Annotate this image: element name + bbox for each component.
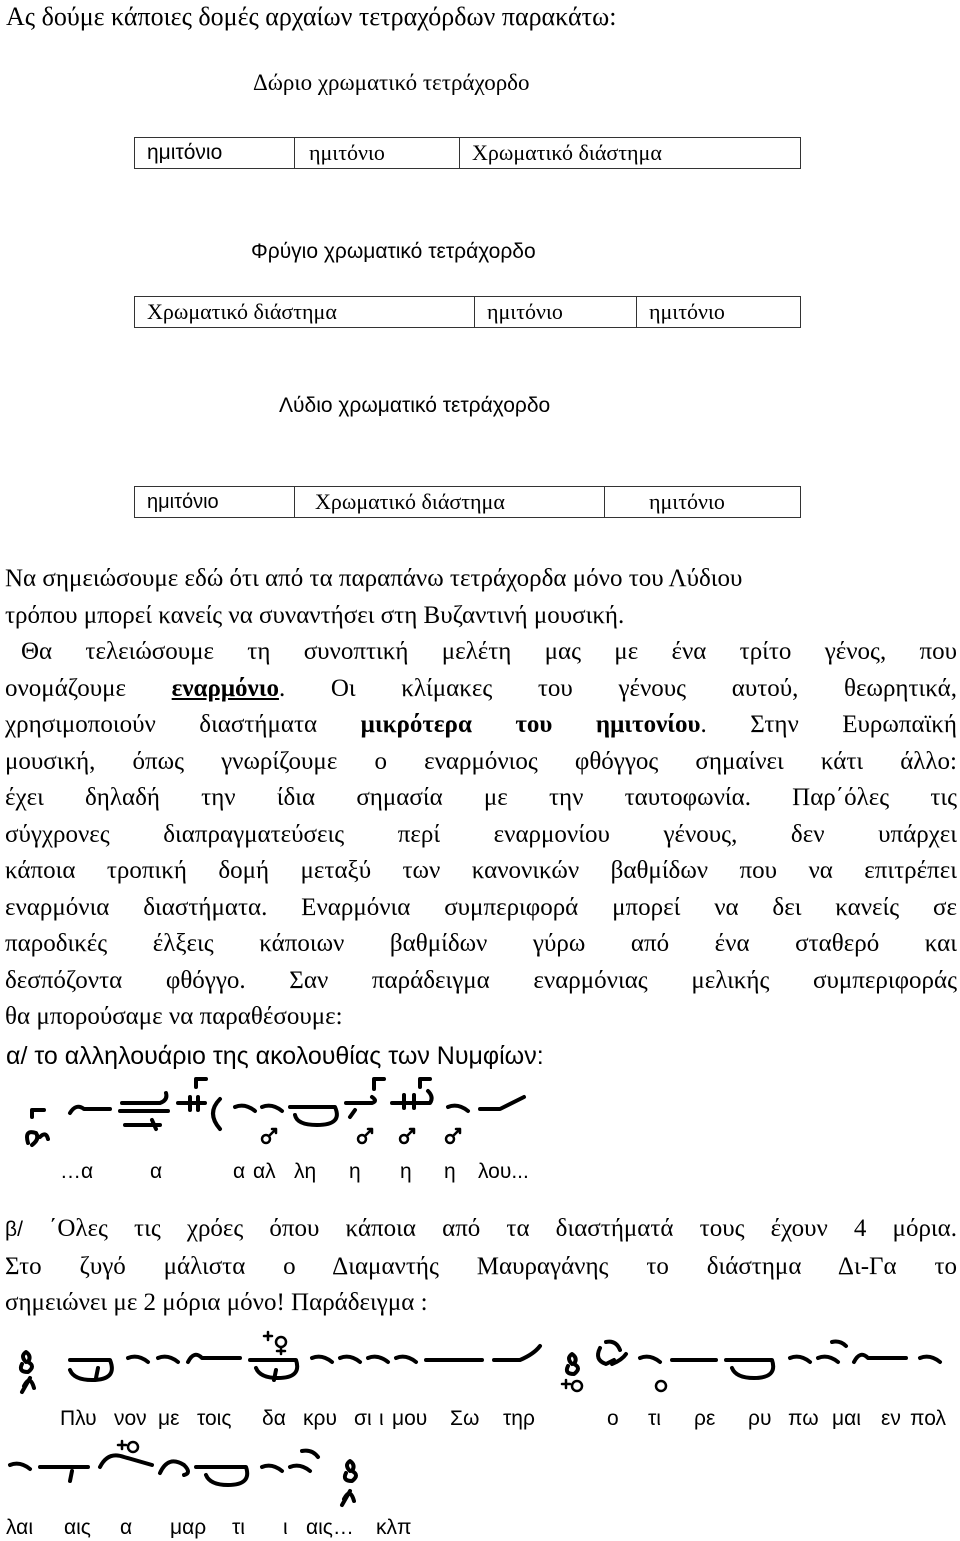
table-cell: ημιτόνιο: [295, 138, 460, 168]
syllable: αλ: [253, 1160, 276, 1183]
paragraph-line: παροδικές έλξεις κάποιων βαθμίδων γύρω από ένα σταθερό και: [5, 930, 957, 957]
paragraph-line: χρησιμοποιούν διαστήματα μικρότερα του ημιτονίου. Στην Ευρωπαϊκή: [5, 711, 957, 738]
table-cell: Χρωματικό διάστημα: [295, 487, 605, 517]
paragraph-line: σημειώνει με 2 μόρια μόνο! Παράδειγμα :: [5, 1289, 428, 1316]
paragraph-line: μουσική, όπως γνωρίζουμε ο εναρμόνιος φθόγγος σημαίνει κάτι άλλο:: [5, 747, 957, 775]
syllable: …α: [60, 1160, 94, 1183]
table-cell: ημιτόνιο: [649, 299, 725, 324]
body-paragraph: [5, 561, 957, 1036]
syllable: τηρ: [503, 1407, 535, 1430]
intro-text: Ας δούμε κάποιες δομές αρχαίων τετραχόρδων παρακάτω:: [6, 2, 617, 31]
syllable: η: [444, 1160, 456, 1183]
syllable: λαι: [6, 1516, 33, 1539]
syllable: ι: [283, 1516, 288, 1539]
syllable: η: [349, 1160, 361, 1183]
example-a-syllables: [0, 1160, 960, 1188]
syllable: κρυ: [303, 1407, 337, 1430]
example-b-text: [5, 1211, 957, 1322]
paragraph-line: ονομάζουμε εναρμόνιο. Οι κλίμακες του γένους αυτού, θεωρητικά,: [5, 674, 958, 702]
paragraph-line: δεσπόζοντα φθόγγο. Σαν παράδειγμα εναρμόνιας μελικής συμπεριφοράς: [5, 966, 957, 994]
syllable: ρε: [694, 1407, 716, 1430]
paragraph-line: κάποια τροπική δομή μεταξύ των κανονικών βαθμίδων που να επιτρέπει: [5, 857, 957, 884]
syllable: ρυ: [748, 1407, 772, 1430]
tetrachord-table-dorian: [134, 137, 801, 169]
syllable: Πλυ: [60, 1407, 97, 1430]
tetrachord-title-lydian: Λύδιο χρωματικό τετράχορδο: [279, 394, 551, 417]
example-b-syllables-row2: [0, 1516, 960, 1541]
syllable: α: [233, 1160, 246, 1183]
tetrachord-table-lydian: [134, 486, 801, 518]
syllable: πολ: [910, 1407, 946, 1430]
paragraph-line: εναρμόνια διαστήματα. Εναρμόνια συμπεριφορά μπορεί να δει κανείς σε: [5, 893, 957, 921]
syllable: Σω: [450, 1407, 480, 1430]
syllable: α: [150, 1160, 163, 1183]
syllable: λου...: [478, 1160, 529, 1183]
table-cell: ημιτόνιο: [135, 487, 295, 517]
syllable: μου: [392, 1407, 428, 1430]
paragraph-line: Θα τελειώσουμε τη συνοπτική μελέτη μας με ένα τρίτο γένος, που: [21, 638, 957, 665]
table-cell: ημιτόνιο: [475, 297, 637, 327]
syllable: πω: [788, 1407, 819, 1430]
table-cell: ημιτόνιο: [135, 138, 295, 168]
paragraph-line: β/ ΄Ολες τις χρόες όπου κάποια από τα διαστήματά τους έχουν 4 μόρια.: [5, 1215, 958, 1242]
term-smaller-than-semitone: μικρότερα του ημιτονίου: [360, 711, 701, 738]
syllable: η: [400, 1160, 412, 1183]
syllable: αις: [64, 1516, 91, 1539]
neume-notation-example-a: [0, 1075, 960, 1160]
paragraph-line: Στο ζυγό μάλιστα ο Διαμαντής Μαυραγάνης το διάστημα Δι-Γα το: [5, 1252, 957, 1280]
syllable: α: [120, 1516, 133, 1539]
paragraph-line: θα μπορούσαμε να παραθέσουμε:: [5, 1003, 343, 1030]
syllable: τι: [232, 1516, 245, 1539]
syllable: τι: [648, 1407, 661, 1430]
syllable: εν: [881, 1407, 901, 1430]
tetrachord-title-dorian: Δώριο χρωματικό τετράχορδο: [253, 70, 530, 95]
example-b-syllables-row1: [0, 1407, 960, 1435]
table-cell: Χρωματικό διάστημα: [135, 297, 475, 327]
syllable: νον: [114, 1407, 147, 1430]
syllable: μαι: [832, 1407, 861, 1430]
paragraph-line: Να σημειώσουμε εδώ ότι από τα παραπάνω τετράχορδα μόνο του Λύδιου: [5, 565, 743, 592]
syllable: με: [158, 1407, 180, 1430]
syllable: μαρ: [170, 1516, 207, 1539]
paragraph-line: σύγχρονες διαπραγματεύσεις περί εναρμονίου γένους, δεν υπάρχει: [5, 820, 957, 848]
example-a-heading: α/ το αλληλουάριο της ακολουθίας των Νυμφίων:: [6, 1042, 544, 1070]
syllable: ο: [607, 1407, 619, 1430]
syllable: αις…: [306, 1516, 354, 1539]
neume-notation-example-b-row2: [0, 1435, 400, 1515]
tetrachord-title-phrygian: Φρύγιο χρωματικό τετράχορδο: [251, 240, 536, 263]
table-cell: ημιτόνιο: [649, 489, 725, 514]
syllable: κλπ: [376, 1516, 412, 1539]
neume-notation-example-b-row1: [0, 1328, 960, 1400]
table-cell: Χρωματικό διάστημα: [472, 140, 662, 165]
tetrachord-table-phrygian: [134, 296, 801, 328]
term-enharmonic: εναρμόνιο: [171, 674, 279, 702]
paragraph-line: έχει δηλαδή την ίδια σημασία με την ταυτοφωνία. Παρ΄όλες τις: [5, 784, 957, 811]
paragraph-line: τρόπου μπορεί κανείς να συναντήσει στη Βυζαντινή μουσική.: [5, 601, 625, 629]
syllable: δα: [262, 1407, 286, 1430]
syllable: τοις: [197, 1407, 232, 1430]
example-b-label: β/: [5, 1218, 23, 1241]
syllable: ι: [379, 1407, 384, 1430]
syllable: σι: [354, 1407, 372, 1430]
syllable: λη: [294, 1160, 317, 1183]
